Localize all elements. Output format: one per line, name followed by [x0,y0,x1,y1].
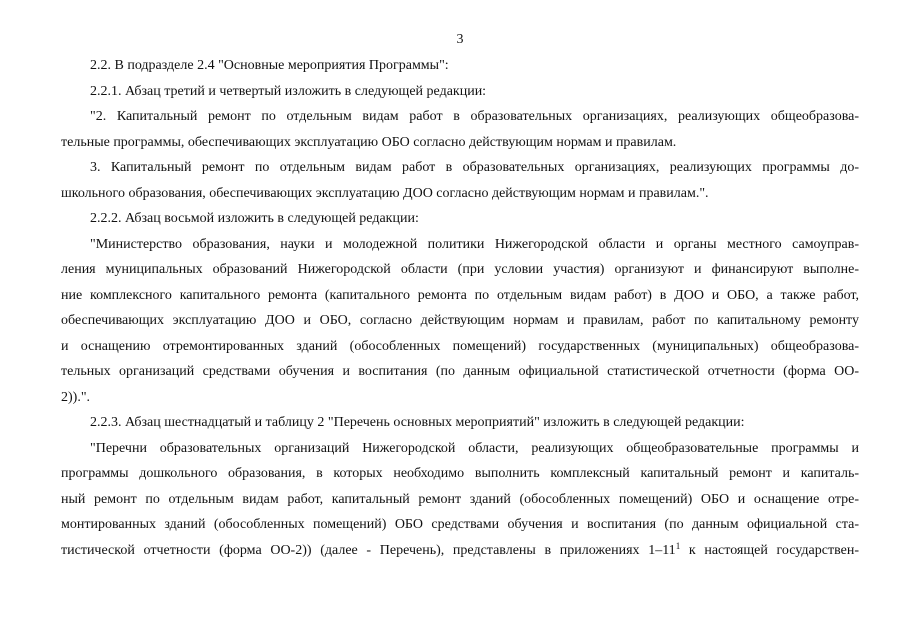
text-line: "Перечни образовательных организаций Нижегородской области, реализующих общеобразовательные программы и [90,440,859,456]
text-line: ный ремонт по отдельным видам работ, капитальный ремонт зданий (обособленных помещений) ОБО и оснащение отре- [61,491,859,507]
footnote-reference: 1 [675,540,681,551]
paragraph-2-2 [61,53,859,79]
text-line: 2.2. В подразделе 2.4 "Основные мероприятия Программы": [90,58,449,73]
text-line: тельные программы, обеспечивающих эксплуатацию ОБО согласно действующим нормам и правилам. [61,134,677,150]
text-line: 3. Капитальный ремонт по отдельным видам работ в образовательных организациях, реализующих программы до- [90,160,859,175]
text-line: "2. Капитальный ремонт по отдельным видам работ в образовательных организациях, реализующих общеобразова- [90,109,859,124]
text-line: и оснащению отремонтированных зданий (обособленных помещений) государственных (муниципальных) общеобразова- [61,338,859,354]
paragraph-item-3 [61,155,859,206]
text-line: 2.2.2. Абзац восьмой изложить в следующей редакции: [90,211,419,226]
paragraph-ministry [61,232,859,411]
document-body [61,53,859,563]
text-segment: к настоящей государствен- [680,542,859,558]
page-number: 3 [456,32,464,47]
paragraph-item-2 [61,104,859,155]
text-line: 2.2.3. Абзац шестнадцатый и таблицу 2 "Перечень основных мероприятий" изложить в следующей редакции: [90,415,745,430]
text-line-with-footnote [61,538,859,564]
text-line: 2)).". [61,389,91,405]
paragraph-2-2-1 [61,79,859,105]
text-line: "Министерство образования, науки и молодежной политики Нижегородской области и органы местного самоуправ- [90,236,859,252]
text-line: ние комплексного капитального ремонта (капитального ремонта по отдельным видам работ) в ДОО и ОБО, а также работ, [61,287,859,303]
text-line: программы дошкольного образования, в которых необходимо выполнить комплексный капитальный ремонт и капиталь- [61,466,859,481]
text-line: монтированных зданий (обособленных помещений) ОБО средствами обучения и воспитания (по данным официальной ста- [61,517,859,532]
text-line: обеспечивающих эксплуатацию ДОО и ОБО, согласно действующим нормам и правилам, работ по капитальному ремонту [61,313,859,328]
text-line: 2.2.1. Абзац третий и четвертый изложить в следующей редакции: [90,83,487,99]
paragraph-2-2-3 [61,410,859,436]
paragraph-2-2-2 [61,206,859,232]
text-line: ления муниципальных образований Нижегородской области (при условии участия) организуют и финансируют выполне- [61,262,859,277]
text-line: школьного образования, обеспечивающих эксплуатацию ДОО согласно действующим нормам и правилам.". [61,185,709,201]
text-segment: тистической отчетности (форма ОО-2)) (далее - Перечень), представлены в приложениях 1–11 [61,542,676,558]
paragraph-lists [61,436,859,564]
text-line: тельных организаций средствами обучения и воспитания (по данным официальной статистической отчетности (форма ОО- [61,364,859,379]
